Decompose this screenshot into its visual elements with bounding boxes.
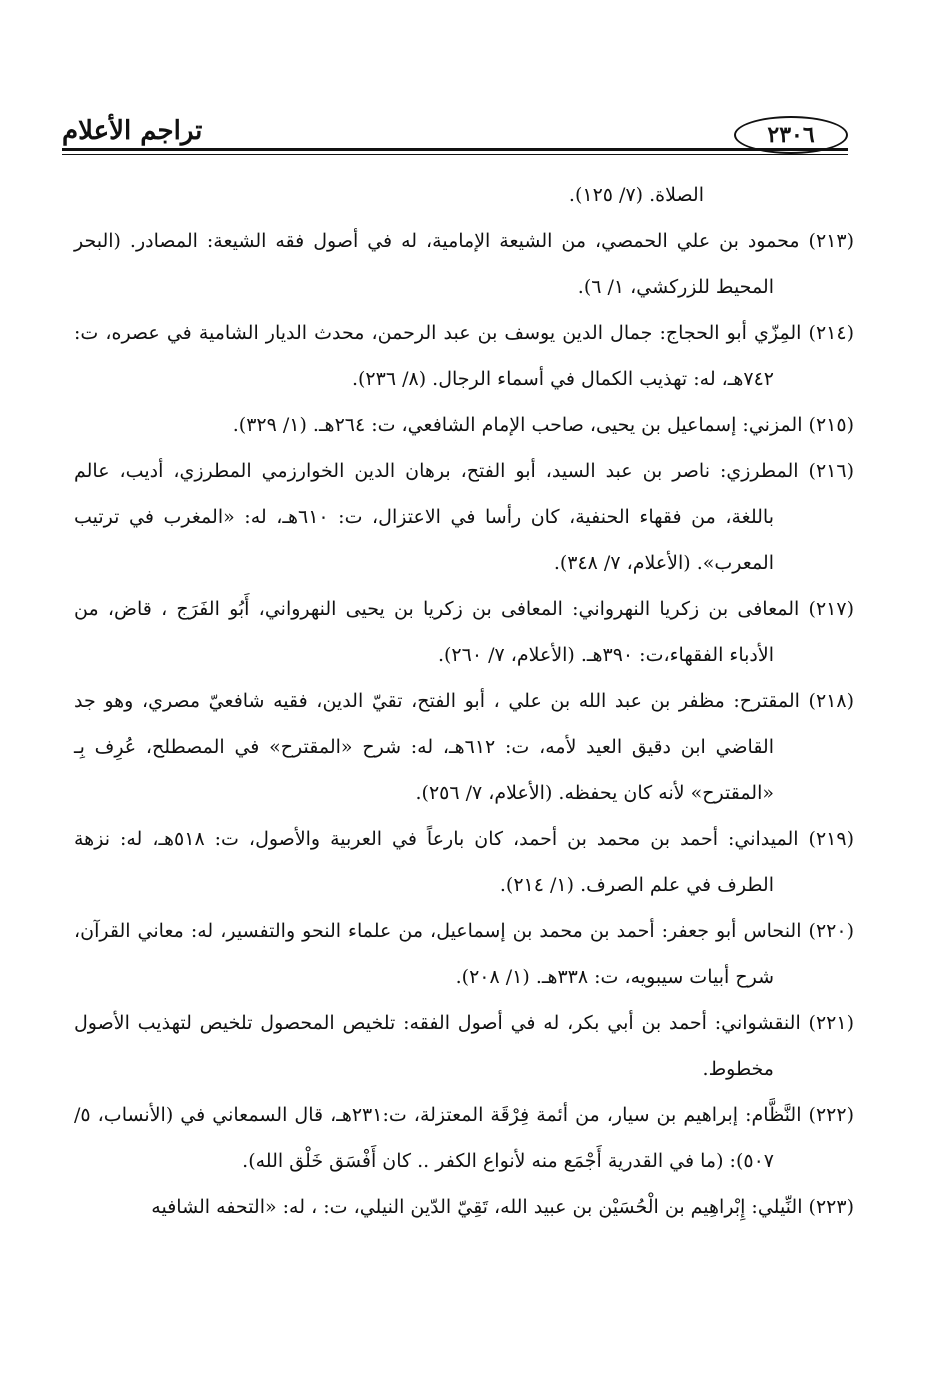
- entry-number: (٢١٨): [808, 690, 854, 712]
- entry-215: [74, 402, 854, 448]
- entry-number: (٢٢١): [808, 1012, 854, 1034]
- entry-222: [74, 1092, 854, 1184]
- entry-text: المطرزي: ناصر بن عبد السيد، أبو الفتح، برهان الدين الخوارزمي المطرزي، أديب، عالم باللغة، من فقهاء الحنفية، كان رأسا في الاعتزال، ت: ٦١٠هـ، له: «المغرب في ترتيب المعرب». (الأعلام، ٧/ ٣٤٨).: [74, 460, 799, 574]
- entry-text: النقشواني: أحمد بن أبي بكر، له في أصول الفقه: تلخيص المحصول تلخيص لتهذيب الأصول مخطوط.: [74, 1012, 801, 1080]
- entry-223: [74, 1184, 854, 1230]
- entry-text: المِزّي أبو الحجاج: جمال الدين يوسف بن عبد الرحمن، محدث الديار الشامية في عصره، ت: ٧٤٢هـ، له: تهذيب الكمال في أسماء الرجال. (٨/ ٢٣٦).: [74, 322, 802, 390]
- entry-216: [74, 448, 854, 586]
- entry-number: (٢٢٣): [808, 1196, 854, 1218]
- entry-219: [74, 816, 854, 908]
- entry-214: [74, 310, 854, 402]
- entry-text: المعافى بن زكريا النهرواني: المعافى بن زكريا بن يحيى النهرواني، أَبُو الفَرَج ، قاض، من الأدباء الفقهاء،ت: ٣٩٠هـ. (الأعلام، ٧/ ٢٦٠).: [74, 598, 800, 666]
- entry-number: (٢٢٠): [808, 920, 854, 942]
- entry-213: [74, 218, 854, 310]
- entry-number: (٢١٥): [808, 414, 854, 436]
- running-title: تراجم الأعلام: [62, 116, 203, 146]
- entry-number: (٢١٦): [808, 460, 854, 482]
- entry-number: (٢١٩): [808, 828, 855, 850]
- entry-number: (٢١٤): [808, 322, 854, 344]
- entry-text: النِّيلي: إِبْراهِيم بن الْحُسَيْن بن عبيد الله، تَقِيّ الدّين النيلي، ت: ، له: «التحفه الشافيه: [151, 1196, 803, 1218]
- entry-text: النحاس أبو جعفر: أحمد بن محمد بن إسماعيل، من علماء النحو والتفسير، له: معاني القرآن، شرح أبيات سيبويه، ت: ٣٣٨هـ. (١/ ٢٠٨).: [74, 920, 802, 988]
- entry-221: [74, 1000, 854, 1092]
- header-rule: [62, 148, 848, 151]
- page-number: ٢٣٠٦: [734, 116, 848, 154]
- entry-220: [74, 908, 854, 1000]
- entry-text: النَّظَّام: إبراهيم بن سيار، من أئمة فِرْقَة المعتزلة، ت:٢٣١هـ، قال السمعاني في (الأنساب، ٥/ ٥٠٧): (ما في القدرية أَجْمَع منه لأنواع الكفر .. كان أَفْسَق خَلْق الله).: [74, 1104, 802, 1172]
- entry-number: (٢١٣): [808, 230, 854, 252]
- entry-218: [74, 678, 854, 816]
- entry-text: المقترح: مظفر بن عبد الله بن علي ، أبو الفتح، تقيّ الدين، فقيه شافعيّ مصري، وهو جد القاضي ابن دقيق العيد لأمه، ت: ٦١٢هـ، له: شرح «المقترح» في المصطلح، عُرِف بِـ «المقترح» لأنه كان يحفظه. (الأعلام، ٧/ ٢٥٦).: [74, 690, 800, 804]
- entry-text: الميداني: أحمد بن محمد بن أحمد، كان بارعاً في العربية والأصول، ت: ٥١٨هـ، له: نزهة الطرف في علم الصرف. (١/ ٢١٤).: [74, 828, 799, 896]
- page-body: [74, 172, 854, 1230]
- entry-number: (٢١٧): [808, 598, 854, 620]
- header-rule-thin: [62, 154, 848, 155]
- continuation-line: الصلاة. (٧/ ١٢٥).: [568, 184, 704, 206]
- entry-217: [74, 586, 854, 678]
- entry-text: المزني: إسماعيل بن يحيى، صاحب الإمام الشافعي، ت: ٢٦٤هـ. (١/ ٣٢٩).: [232, 414, 803, 436]
- entry-number: (٢٢٢): [808, 1104, 855, 1126]
- entry-text: محمود بن علي الحمصي، من الشيعة الإمامية، له في أصول فقه الشيعة: المصادر. (البحر المحيط للزركشي، ١/ ٦).: [74, 230, 800, 298]
